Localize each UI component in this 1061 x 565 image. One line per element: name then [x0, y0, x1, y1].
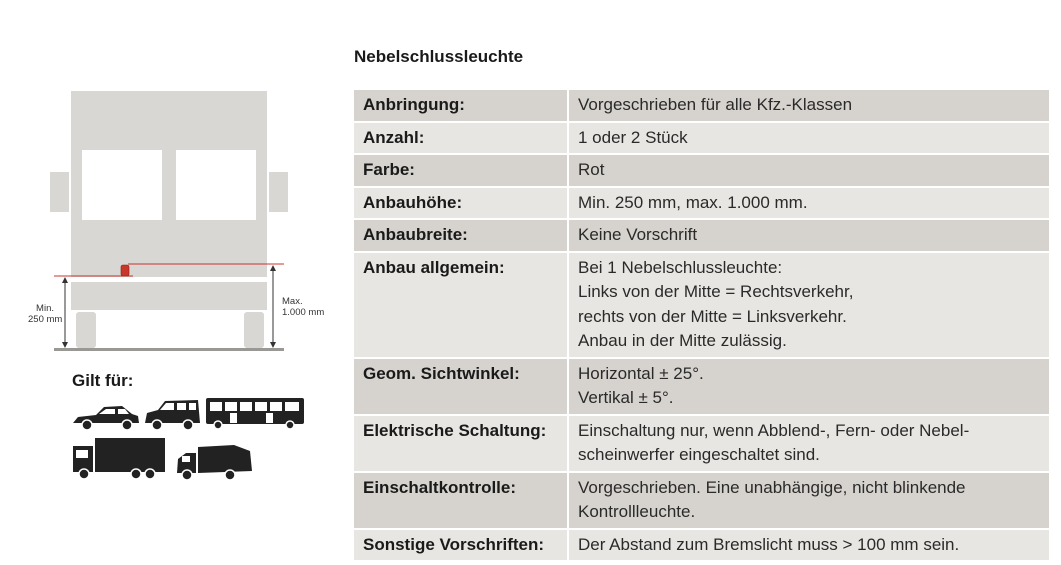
row-value-line: Vertikal ± 5°. — [578, 388, 674, 407]
row-value — [568, 187, 1049, 220]
row-value-line: Einschaltung nur, wenn Abblend-, Fern- oder Nebel- — [578, 420, 970, 440]
row-label: Einschaltkontrolle: — [354, 472, 568, 529]
rear-view-diagram — [28, 88, 333, 358]
row-value — [568, 472, 1049, 529]
garbage-truck-icon — [177, 445, 252, 480]
row-value-line: Keine Vorschrift — [578, 225, 698, 244]
car-icon — [73, 406, 139, 430]
row-label: Anbauhöhe: — [354, 187, 568, 220]
row-value — [568, 529, 1049, 562]
row-value-line: Min. 250 mm, max. 1.000 mm. — [578, 192, 808, 212]
row-label: Sonstige Vorschriften: — [354, 529, 568, 562]
table-row — [354, 415, 1049, 472]
row-label: Anbringung: — [354, 90, 568, 122]
table-row — [354, 529, 1049, 562]
truck-icon — [73, 438, 165, 479]
van-icon — [145, 400, 200, 430]
row-value — [568, 90, 1049, 122]
min-height-label: Min. 250 mm — [28, 303, 63, 325]
vehicle-icons — [70, 393, 310, 485]
row-value-line: Kontrollleuchte. — [578, 502, 696, 521]
table-row — [354, 219, 1049, 252]
row-value-line: Horizontal ± 25°. — [578, 363, 704, 383]
row-value-line: 1 oder 2 Stück — [578, 127, 688, 147]
row-label: Anbau allgemein: — [354, 252, 568, 358]
row-label: Elektrische Schaltung: — [354, 415, 568, 472]
row-label: Anbaubreite: — [354, 219, 568, 252]
applies-to-label: Gilt für: — [72, 371, 134, 390]
row-value-line: Links von der Mitte = Rechtsverkehr, — [578, 282, 854, 301]
row-label: Geom. Sichtwinkel: — [354, 358, 568, 415]
row-value-line: rechts von der Mitte = Linksverkehr. — [578, 306, 847, 326]
bus-icon — [206, 398, 304, 429]
row-value-line: Anbau in der Mitte zulässig. — [578, 331, 787, 350]
row-value-line: scheinwerfer eingeschaltet sind. — [578, 445, 820, 464]
row-value — [568, 415, 1049, 472]
row-value-line: Rot — [578, 160, 605, 179]
row-value — [568, 219, 1049, 252]
row-value-line: Vorgeschrieben. Eine unabhängige, nicht blinkende — [578, 477, 966, 497]
table-row — [354, 252, 1049, 358]
spec-table — [354, 90, 1049, 562]
row-label: Anzahl: — [354, 122, 568, 155]
table-row — [354, 122, 1049, 155]
row-value — [568, 154, 1049, 187]
row-value-line: Bei 1 Nebelschlussleuchte: — [578, 257, 783, 277]
page-title: Nebelschlussleuchte — [354, 47, 524, 66]
max-height-label: Max. 1.000 mm — [282, 296, 325, 318]
row-value-line: Der Abstand zum Bremslicht muss > 100 mm sein. — [578, 534, 960, 554]
row-value — [568, 122, 1049, 155]
fog-lamp-marker — [121, 265, 129, 276]
table-row — [354, 472, 1049, 529]
row-value — [568, 358, 1049, 415]
table-row — [354, 90, 1049, 122]
table-row — [354, 154, 1049, 187]
row-value — [568, 252, 1049, 358]
table-row — [354, 358, 1049, 415]
row-label: Farbe: — [354, 154, 568, 187]
row-value-line: Vorgeschrieben für alle Kfz.-Klassen — [578, 95, 853, 114]
table-row — [354, 187, 1049, 220]
